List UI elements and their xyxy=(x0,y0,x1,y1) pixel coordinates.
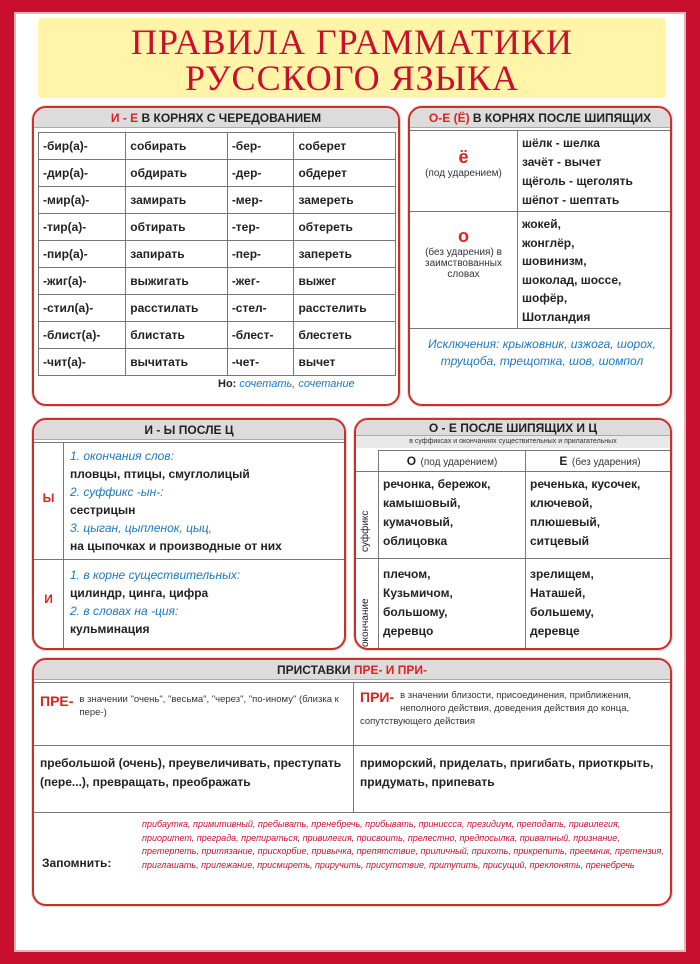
section-o-e-roots xyxy=(408,106,672,406)
o-ending-cell xyxy=(378,558,526,650)
yo-label-cell: ё (под ударением) xyxy=(410,130,518,212)
table-cell: -мер- xyxy=(227,187,294,214)
section-pre-pri xyxy=(32,658,672,906)
list-item: сестрицын xyxy=(70,503,136,517)
list-item: зачёт - вычет xyxy=(522,155,602,169)
table-cell: собирать xyxy=(126,133,228,160)
list-item: речонка, бережок, xyxy=(383,477,491,491)
list-item: Шотландия xyxy=(522,309,591,324)
table-cell: -бер- xyxy=(227,133,294,160)
table-cell: запирать xyxy=(126,241,228,268)
pri-meaning-cell: ПРИ- в значении близости, присоединения, приближения, неполного действия, доведения действия до конца, сопутствующего действия xyxy=(353,682,672,746)
e-suffix-cell xyxy=(525,471,672,559)
poster xyxy=(14,12,686,952)
table-cell: расстилать xyxy=(126,295,228,322)
list-item: 3. цыган, цыпленок, цыц, xyxy=(70,521,212,535)
table-cell: блестеть xyxy=(294,322,396,349)
pre-examples-cell: пребольшой (очень), преувеличивать, преступать (пере...), превращать, преображать xyxy=(34,745,354,813)
side-suffix: суффикс xyxy=(356,471,379,559)
list-item: плюшевый, xyxy=(530,515,601,529)
table-cell: -пер- xyxy=(227,241,294,268)
list-item: Кузьмичом, xyxy=(383,586,453,600)
table-cell: -стил(а)- xyxy=(39,295,126,322)
table-cell: -чет- xyxy=(227,349,294,376)
list-item: на цыпочках и производные от них xyxy=(70,539,282,553)
exceptions: Исключения: крыжовник, изжога, шорох, трущоба, трещотка, шов, шомпол xyxy=(428,337,656,368)
list-item: Наташей, xyxy=(530,586,586,600)
table-row xyxy=(39,349,396,376)
list-item: большому, xyxy=(383,605,448,619)
list-item: жокей, xyxy=(522,217,561,231)
table-cell: -чит(а)- xyxy=(39,349,126,376)
table-cell: -блист(а)- xyxy=(39,322,126,349)
list-item: 2. суффикс -ын-: xyxy=(70,485,164,499)
o-suffix-cell xyxy=(378,471,526,559)
table-cell: вычитать xyxy=(126,349,228,376)
y-label-cell: Ы xyxy=(34,442,64,560)
table-cell: -тир(а)- xyxy=(39,214,126,241)
i-label-cell: И xyxy=(34,559,64,649)
table-cell: блистать xyxy=(126,322,228,349)
table-cell: обдирать xyxy=(126,160,228,187)
note: Но: сочетать, сочетание xyxy=(218,378,355,390)
table-row xyxy=(39,133,396,160)
table-cell: обтереть xyxy=(294,214,396,241)
table-cell: -мир(а)- xyxy=(39,187,126,214)
o-words-cell xyxy=(517,211,672,329)
list-item: цилиндр, цинга, цифра xyxy=(70,586,209,600)
section-i-y-after-ts xyxy=(32,418,346,650)
side-ending: окончание xyxy=(356,558,379,650)
section-header: И - Ы ПОСЛЕ Ц xyxy=(34,420,344,440)
section-header: ПРИСТАВКИ ПРЕ- И ПРИ- xyxy=(34,660,670,680)
section-o-e-suffixes xyxy=(354,418,672,650)
alternation-table xyxy=(38,132,396,376)
list-item: щёголь - щеголять xyxy=(522,174,633,188)
title-line-2: РУССКОГО ЯЗЫКА xyxy=(184,58,520,98)
list-item: ключевой, xyxy=(530,496,593,510)
table-row xyxy=(39,214,396,241)
table-cell: обдерет xyxy=(294,160,396,187)
title-band xyxy=(38,18,666,98)
table-cell: -блест- xyxy=(227,322,294,349)
table-cell: выжег xyxy=(294,268,396,295)
table-row xyxy=(39,295,396,322)
list-item: 1. в корне существительных: xyxy=(70,568,241,582)
list-item: шоколад, шоссе, xyxy=(522,272,622,287)
list-item: шёпот - шептать xyxy=(522,193,620,207)
table-row xyxy=(39,322,396,349)
section-i-e-alternation xyxy=(32,106,400,406)
list-item: шофёр, xyxy=(522,291,568,305)
list-item: пловцы, птицы, смуглолицый xyxy=(70,467,250,481)
yo-words-cell xyxy=(517,130,672,212)
list-item: кумачовый, xyxy=(383,515,454,529)
table-cell: соберет xyxy=(294,133,396,160)
pri-examples-cell: приморский, приделать, пригибать, приоткрыть, придумать, припевать xyxy=(353,745,672,813)
list-item: ситцевый xyxy=(530,534,589,548)
table-cell: -стел- xyxy=(227,295,294,322)
list-item: деревце xyxy=(530,624,580,638)
table-cell: выжигать xyxy=(126,268,228,295)
list-item: 1. окончания слов: xyxy=(70,449,174,463)
i-rules-cell xyxy=(63,559,346,649)
list-item: реченька, кусочек, xyxy=(530,477,641,491)
remember-words: прибаутка, примитивный, пребывать, пренебречь, прибывать, приниссса, президиум, преподать, привилегия, приоритет, преграда, препираться, привилегия, присвоить, прелестно, предпосылка, приватный, признание, претерпеть, притязание, прискорбие, привычка, препятствие, приличный, прихоть, прикрепить, преемник, претензия, приглашать, прилежание, присмиреть, приручить, присутствие, притупить, присущий, преклонять, пренебречь xyxy=(142,819,664,870)
section-header: И - Е В КОРНЯХ С ЧЕРЕДОВАНИЕМ xyxy=(34,108,398,128)
e-ending-cell xyxy=(525,558,672,650)
table-cell: замереть xyxy=(294,187,396,214)
list-item: зрелищем, xyxy=(530,567,594,581)
table-row xyxy=(39,241,396,268)
list-item: шовинизм, xyxy=(522,254,587,268)
section-subheader: в суффиксах и окончаниях существительных и прилагательных xyxy=(356,436,670,448)
list-item: камышовый, xyxy=(383,496,461,510)
o-label-cell: о (без ударения) в заимствованных словах xyxy=(410,211,518,329)
remember-label: Запомнить: xyxy=(42,856,112,870)
table-row xyxy=(39,160,396,187)
column-o-head: О (под ударением) xyxy=(378,450,526,472)
list-item: облицовка xyxy=(383,534,448,548)
table-cell: -тер- xyxy=(227,214,294,241)
list-item: жонглёр, xyxy=(522,235,575,250)
table-cell: -жиг(а)- xyxy=(39,268,126,295)
y-rules-cell xyxy=(63,442,346,560)
table-cell: расстелить xyxy=(294,295,396,322)
table-cell: обтирать xyxy=(126,214,228,241)
list-item: кульминация xyxy=(70,622,150,636)
title-line-1: ПРАВИЛА ГРАММАТИКИ xyxy=(131,22,573,62)
section-header: О-Е (Ё) В КОРНЯХ ПОСЛЕ ШИПЯЩИХ xyxy=(410,108,670,128)
list-item: деревцо xyxy=(383,624,434,638)
table-cell: -дер- xyxy=(227,160,294,187)
column-e-head: Е (без ударения) xyxy=(525,450,672,472)
list-item: большему, xyxy=(530,605,594,619)
list-item: плечом, xyxy=(383,567,431,581)
table-cell: -жег- xyxy=(227,268,294,295)
pre-meaning-cell: ПРЕ- в значении "очень", "весьма", "через", "по-иному" (близка к пере-) xyxy=(34,682,354,746)
table-row xyxy=(39,268,396,295)
table-cell: -дир(а)- xyxy=(39,160,126,187)
table-cell: вычет xyxy=(294,349,396,376)
list-item: 2. в словах на -ция: xyxy=(70,604,179,618)
table-cell: -пир(а)- xyxy=(39,241,126,268)
list-item: шёлк - шелка xyxy=(522,136,600,150)
table-cell: -бир(а)- xyxy=(39,133,126,160)
table-cell: замирать xyxy=(126,187,228,214)
table-row xyxy=(39,187,396,214)
table-cell: запереть xyxy=(294,241,396,268)
section-header: О - Е ПОСЛЕ ШИПЯЩИХ И Ц xyxy=(356,420,670,436)
